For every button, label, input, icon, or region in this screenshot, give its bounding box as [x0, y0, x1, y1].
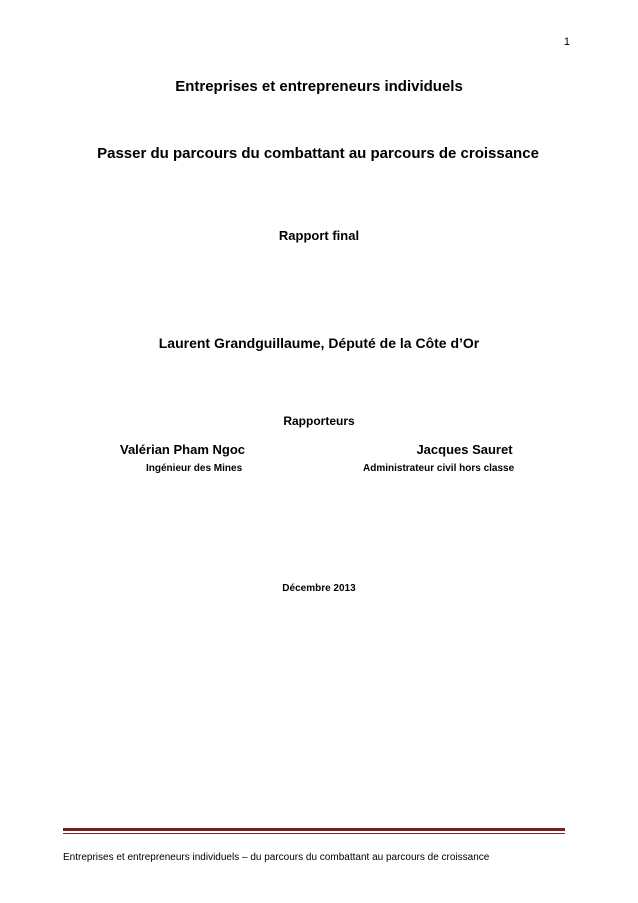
- footer-divider-thick: [63, 828, 565, 831]
- report-date: Décembre 2013: [282, 583, 356, 594]
- footer-text: Entreprises et entrepreneurs individuels – du parcours du combattant au parcours de croissance: [63, 852, 490, 863]
- document-title: [0, 78, 638, 95]
- rapporteur-title: Administrateur civil hors classe: [363, 463, 515, 474]
- page-number: 1: [563, 36, 570, 48]
- rapporteur-title: Ingénieur des Mines: [146, 463, 243, 474]
- author-line: Laurent Grandguillaume, Député de la Côte d’Or: [158, 335, 480, 351]
- rapporteur-block-1: [114, 441, 304, 477]
- report-type: Rapport final: [278, 228, 360, 243]
- rapporteur-name: Jacques Sauret: [416, 442, 513, 457]
- rapporteur-block-2: [345, 441, 560, 477]
- rapporteurs-heading: Rapporteurs: [283, 414, 355, 428]
- document-title-text: Entreprises et entrepreneurs individuels: [175, 78, 463, 95]
- rapporteur-name: Valérian Pham Ngoc: [120, 442, 245, 457]
- footer-divider-thin: [63, 833, 565, 834]
- document-subtitle: Passer du parcours du combattant au parcours de croissance: [97, 145, 539, 162]
